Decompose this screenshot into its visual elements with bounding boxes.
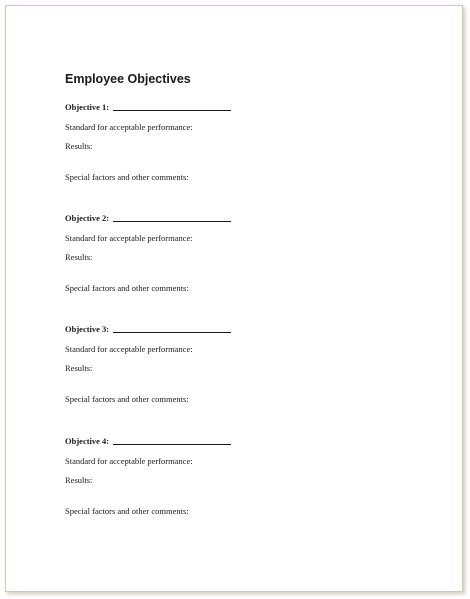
- objective-heading: [65, 435, 231, 446]
- objective-label: Objective 2:: [65, 213, 110, 223]
- objective-heading: [65, 323, 231, 334]
- standard-label: Standard for acceptable performance:: [65, 233, 193, 243]
- objective-label: Objective 4:: [65, 436, 110, 446]
- document-page: [5, 5, 463, 592]
- objective-blank-line[interactable]: [113, 435, 231, 445]
- standard-label: Standard for acceptable performance:: [65, 456, 193, 466]
- special-factors-label: Special factors and other comments:: [65, 394, 189, 404]
- standard-label: Standard for acceptable performance:: [65, 122, 193, 132]
- standard-label: Standard for acceptable performance:: [65, 344, 193, 354]
- document-title: Employee Objectives: [65, 72, 191, 86]
- objective-heading: [65, 101, 231, 112]
- objective-blank-line[interactable]: [113, 101, 231, 111]
- special-factors-label: Special factors and other comments:: [65, 506, 189, 516]
- objective-blank-line[interactable]: [113, 212, 231, 222]
- results-label: Results:: [65, 252, 93, 262]
- objective-blank-line[interactable]: [113, 323, 231, 333]
- results-label: Results:: [65, 141, 93, 151]
- special-factors-label: Special factors and other comments:: [65, 283, 189, 293]
- objective-label: Objective 1:: [65, 102, 110, 112]
- results-label: Results:: [65, 475, 93, 485]
- objective-label: Objective 3:: [65, 324, 110, 334]
- results-label: Results:: [65, 363, 93, 373]
- objective-heading: [65, 212, 231, 223]
- special-factors-label: Special factors and other comments:: [65, 172, 189, 182]
